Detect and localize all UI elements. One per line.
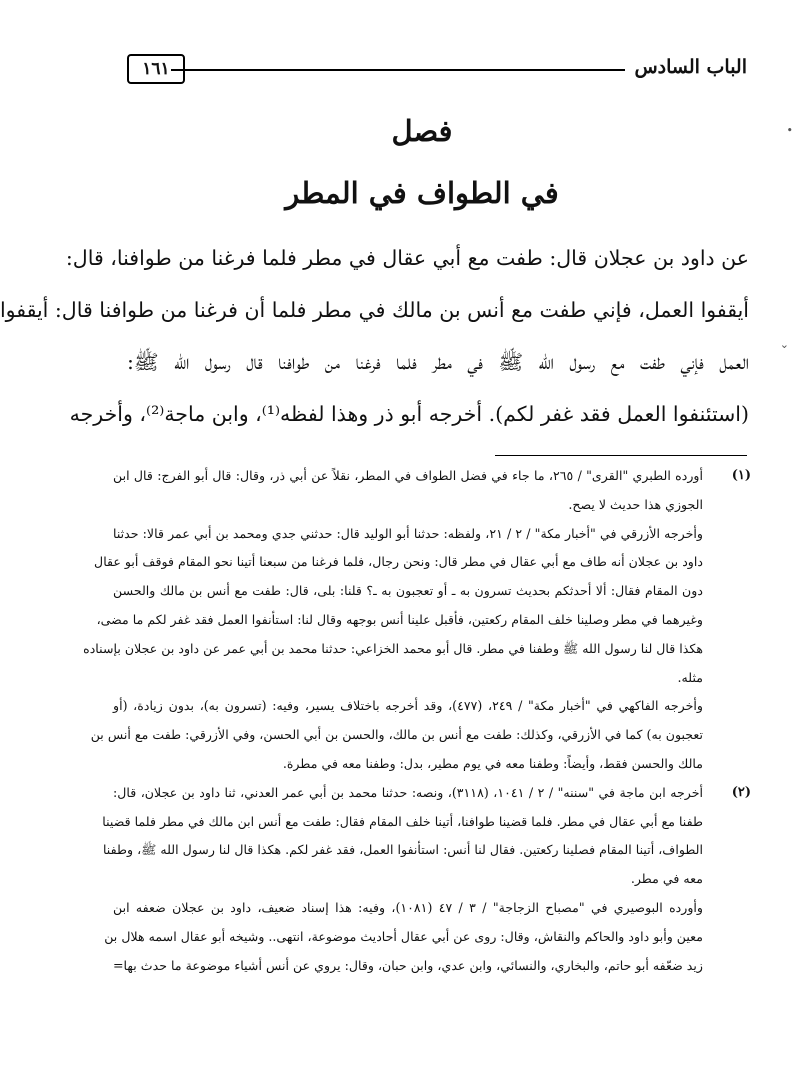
footnote-line: مالك والحسن فقط، وأيضاً: وطفنا معه في يوم مطير، بدل: وطفنا معه في مطرة. (282, 755, 703, 771)
footnote-1 (83, 462, 751, 779)
body-line: العمل فإني طفت مع رسول الله ﷺ في مطر فلما فرغنا من طوافنا قال رسول الله ﷺ: (127, 350, 749, 374)
footnote-line: طفنا مع أبي عقال في مطر. فلما قضينا طوافنا، أتينا خلف المقام فقال: طفت مع أنس ابن مالك في مطر فلما قضينا (102, 813, 703, 829)
footnote-line: معين وأبو داود والحاكم والنقاش، وقال: روى عن أبي عقال أحاديث موضوعة، انتهى.. وشيخه أبو عقال اسمه هلال بن (104, 928, 703, 944)
scan-speck: ⌄ (779, 338, 789, 351)
footnote-body (83, 462, 704, 779)
footnote-separator (495, 455, 747, 456)
footnote-line: معه في مطر. (630, 871, 703, 887)
chapter-running-title: الباب السادس (634, 56, 747, 78)
body-line: (استئنفوا العمل فقد غفر لكم). أخرجه أبو ذر وهذا لفظه⁽¹⁾، وابن ماجة⁽²⁾، وأخرجه (69, 402, 749, 426)
footnote-line: زيد ضعّفه أبو حاتم، والبخاري، والنسائي، وابن عدي، وابن حبان، وقال: يروي عن أنس أشياء موضوعة ما حدث بها= (113, 957, 703, 973)
main-text (0, 237, 749, 445)
footnote-2 (102, 779, 751, 981)
section-title: في الطواف في المطر (285, 176, 559, 210)
footnote-line: مثله. (677, 669, 703, 685)
footnote-line: أخرجه ابن ماجة في "سننه" / ٢ / ١٠٤١، (٣١١٨)، ونصه: حدثنا محمد بن أبي عمر العدني، ثنا داود بن عجلان، قال: (113, 784, 703, 800)
footnote-number: (١) (731, 468, 751, 483)
footnote-line: وأخرجه الفاكهي في "أخبار مكة" / ٢٤٩، (٤٧٧)، وقد أخرجه باختلاف يسير، وفيه: (تسرون به)، بدون زيادة، (أو (113, 698, 704, 714)
section-heading: فصل (391, 114, 453, 148)
footnote-number: (٢) (731, 784, 751, 800)
footnote-line: أورده الطبري "القرى" / ٢٦٥، ما جاء في فضل الطواف في المطر، نقلاً عن أبي ذر، وقال: قال أبو الفرج: قال ابن (113, 468, 704, 483)
footnote-line: الجوزي هذا حديث لا يصح. (568, 496, 703, 512)
footnotes (83, 462, 751, 980)
footnote-line: الطواف، أتينا المقام فصلينا ركعتين. فقال لنا أنس: استأنفوا العمل، فقد غفر لكم. هكذا قال لنا رسول الله ﷺ، وطفنا (102, 842, 703, 858)
footnote-body (102, 779, 704, 981)
header-rule (171, 69, 625, 71)
footnote-line: وأخرجه الأزرقي في "أخبار مكة" / ٢ / ٢١، ولفظه: حدثنا أبو الوليد قال: حدثني جدي ومحمد بن أبي عمر قالا: حدثنا (113, 525, 703, 541)
footnote-line: دون المقام فقال: ألا أحدثكم بحديث تسرون به ـ أو تعجبون به ـ؟ قلنا: بلى، قال: طفت مع أنس بن مالك والحسن (113, 583, 703, 599)
footnote-line: هكذا قال لنا رسول الله ﷺ وطفنا في مطر. قال أبو محمد الخزاعي: حدثنا محمد بن أبي عمر عن داود بن عجلان بإسناده (83, 640, 703, 656)
page-number: ١٦١ (127, 54, 185, 84)
scan-speck: • (786, 124, 793, 137)
footnote-line: تعجبون به) كما في الأزرقي، وكذلك: طفت مع أنس بن مالك، والحسن بن أبي الحسن، وفي الأزرقي: طفت مع أنس بن (90, 727, 703, 743)
running-header (127, 52, 747, 92)
footnote-line: داود بن عجلان أنه طاف مع أبي عقال في مطر قال: ونحن رجال، فلما فرغنا من سبعنا أتينا نحو المقام فوقف أبو عقال (94, 554, 703, 570)
body-line: عن داود بن عجلان قال: طفت مع أبي عقال في مطر فلما فرغنا من طوافنا، قال: (65, 246, 749, 270)
footnote-line: وأورده البوصيري في "مصباح الزجاجة" / ٣ / ٤٧ (١٠٨١)، وفيه: هذا إسناد ضعيف، داود بن عجلان ضعفه ابن (113, 899, 704, 915)
body-line: أيقفوا العمل، فإني طفت مع أنس بن مالك في مطر فلما أن فرغنا من طوافنا قال: أيقفوا (0, 298, 749, 322)
footnote-line: وغيرهما في مطر وصلينا خلف المقام ركعتين، فأقبل علينا أنس بوجهه وقال لنا: استأنفوا العمل فقد غفر لكم ما مضى، (96, 611, 703, 627)
